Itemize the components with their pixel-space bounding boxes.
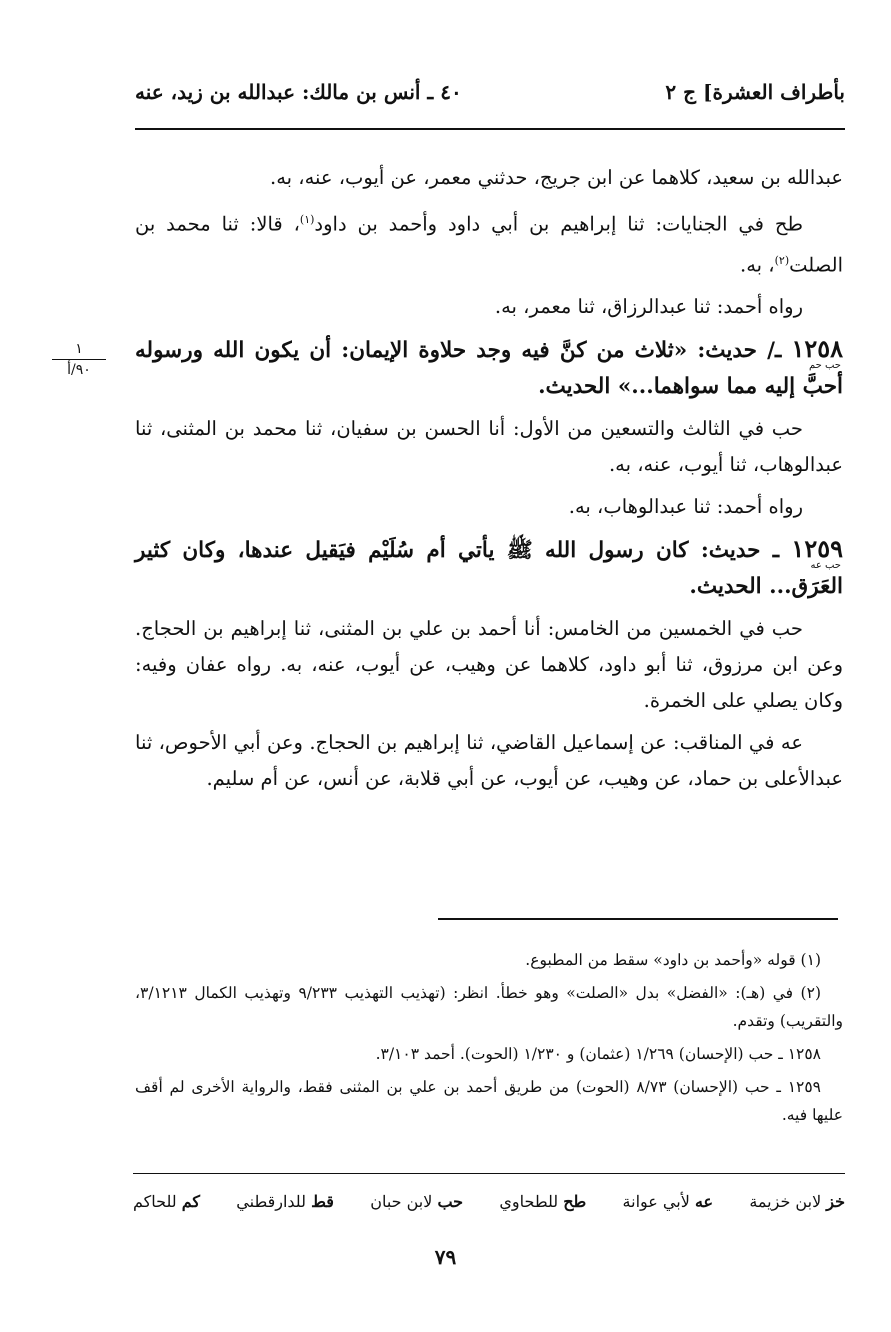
paragraph: حب في الثالث والتسعين من الأول: أنا الحسن بن سفيان، ثنا محمد بن المثنى، ثنا عبدالوهاب، ثنا أيوب، عنه، به. bbox=[135, 417, 843, 476]
legend-abbr: خز bbox=[826, 1192, 845, 1211]
hadith-text: ـ حديث: كان رسول الله ﷺ يأتي أم سُلَيْم فيَقيل عندها، وكان كثير العَرَق... الحديث. bbox=[135, 538, 843, 599]
legend-item bbox=[133, 1192, 200, 1211]
legend-name: للدارقطني bbox=[236, 1192, 306, 1211]
footnote-ref: (١) bbox=[299, 213, 315, 226]
paragraph: حب في الخمسين من الخامس: أنا أحمد بن علي بن المثنى، ثنا إبراهيم بن الحجاج. وعن ابن مرزوق، ثنا أبو داود، كلاهما عن وهيب، عن أيوب، عنه، به. رواه عفان وفيه: وكان يصلي على الخمرة. bbox=[135, 617, 843, 712]
margin-folio-bottom: ٩٠/أ bbox=[67, 362, 91, 378]
header-rule bbox=[135, 128, 845, 130]
legend-name: لأبي عوانة bbox=[622, 1192, 690, 1211]
legend-abbr: حب bbox=[437, 1192, 464, 1211]
header-left: ٤٠ ـ أنس بن مالك: عبدالله بن زيد، عنه bbox=[135, 80, 462, 104]
text-segment: ، قالا: ثنا محمد بن الصلت bbox=[135, 212, 843, 276]
legend-item bbox=[623, 1192, 714, 1211]
footnote: ١٢٥٨ ـ حب (الإحسان) ١/٢٦٩ (عثمان) و ١/٢٣٠ (الحوت). أحمد ٣/١٠٣. bbox=[375, 1045, 821, 1063]
margin-folio-bar bbox=[52, 359, 106, 360]
hadith-1259 bbox=[135, 531, 843, 605]
footnote: (١) قوله «وأحمد بن داود» سقط من المطبوع. bbox=[525, 951, 821, 969]
legend-name: لابن خزيمة bbox=[749, 1192, 822, 1211]
legend-item bbox=[236, 1192, 334, 1211]
hadith-number: ١٢٥٨ bbox=[791, 334, 843, 363]
legend-rule bbox=[133, 1173, 845, 1174]
text-segment: ، به. bbox=[740, 253, 775, 276]
main-text bbox=[135, 160, 843, 803]
legend-item bbox=[749, 1192, 845, 1211]
footnote: (٢) في (هـ): «الفضل» بدل «الصلت» وهو خطأ. انظر: (تهذيب التهذيب ٩/٢٣٣ وتهذيب الكمال ٣/١٢١٣، والتقريب) وتقدم. bbox=[135, 984, 843, 1030]
source-tag: حب حم bbox=[808, 360, 841, 371]
paragraph: رواه أحمد: ثنا عبدالوهاب، به. bbox=[568, 495, 803, 518]
margin-folio-note bbox=[52, 340, 106, 379]
footnotes bbox=[135, 946, 843, 1134]
margin-folio-top: ١ bbox=[75, 341, 83, 357]
paragraph: عه في المناقب: عن إسماعيل القاضي، ثنا إبراهيم بن الحجاج. وعن أبي الأحوص، ثنا عبدالأعلى بن حماد، عن وهيب، عن أيوب، عن أبي قلابة، عن أنس، عن أم سليم. bbox=[135, 731, 843, 790]
hadith-1258 bbox=[135, 331, 843, 405]
legend-abbr: كم bbox=[181, 1192, 200, 1211]
header-right: بأطراف العشرة] ج ٢ bbox=[665, 80, 845, 104]
legend-name: للحاكم bbox=[133, 1192, 177, 1211]
footnote: ١٢٥٩ ـ حب (الإحسان) ٨/٧٣ (الحوت) من طريق أحمد بن علي بن المثنى فقط، والرواية الأخرى لم أقف عليها فيه. bbox=[135, 1078, 843, 1124]
legend-item bbox=[370, 1192, 463, 1211]
legend-abbr: طح bbox=[563, 1192, 587, 1211]
legend-name: لابن حبان bbox=[370, 1192, 433, 1211]
paragraph bbox=[135, 202, 843, 283]
text-segment: طح في الجنايات: ثنا إبراهيم بن أبي داود وأحمد بن داود bbox=[314, 212, 803, 236]
paragraph: عبدالله بن سعيد، كلاهما عن ابن جريج، حدثني معمر، عن أيوب، عنه، به. bbox=[270, 166, 843, 189]
abbreviation-legend bbox=[133, 1192, 845, 1211]
page-number: ٧٩ bbox=[434, 1245, 457, 1269]
footnotes-rule bbox=[438, 918, 838, 920]
hadith-number: ١٢٥٩ bbox=[791, 534, 843, 563]
hadith-text: ـ/ حديث: «ثلاث من كنَّ فيه وجد حلاوة الإيمان: أن يكون الله ورسوله أحبَّ إليه مما سواهما...» الحديث. bbox=[135, 338, 843, 399]
footnote-ref: (٢) bbox=[774, 253, 790, 267]
legend-abbr: عه bbox=[694, 1192, 714, 1211]
legend-abbr: قط bbox=[311, 1192, 334, 1211]
running-header bbox=[135, 80, 845, 104]
source-tag: حب عه bbox=[810, 560, 841, 571]
legend-name: للطحاوي bbox=[499, 1192, 559, 1211]
paragraph: رواه أحمد: ثنا عبدالرزاق، ثنا معمر، به. bbox=[494, 295, 803, 318]
legend-item bbox=[499, 1192, 586, 1211]
